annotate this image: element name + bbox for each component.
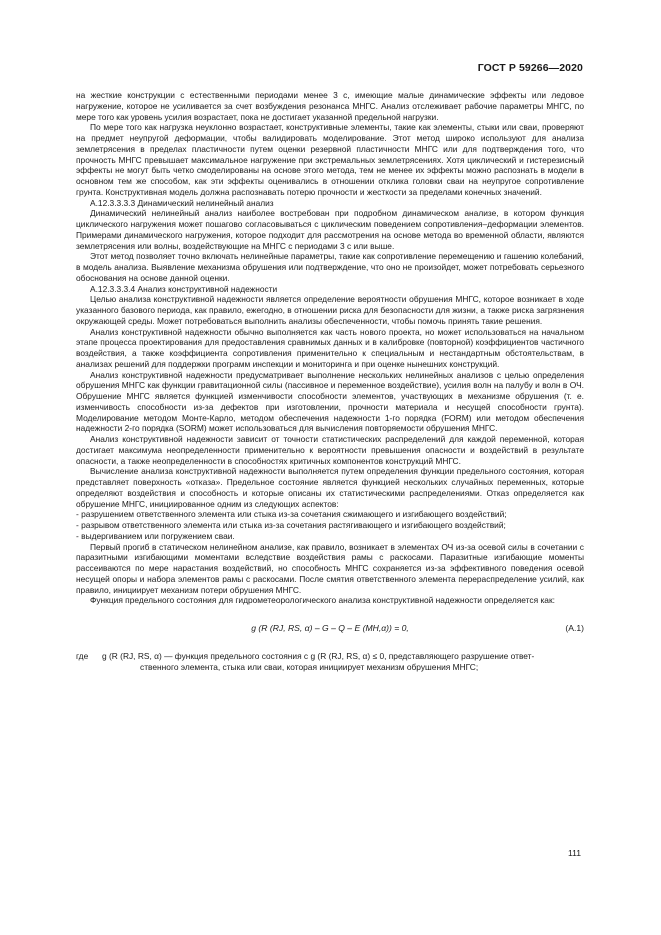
paragraph: Первый прогиб в статическом нелинейном анализе, как правило, возникает в элементах ОЧ из-за осевой силы в сочетании с паразитными изгибающими моментами вследствие воздействия рамы с раскосами. Паразитные изгибающие моменты рассеиваются по мере нарастания воздействий, но способность МНГС сохраняется из-за эффективного поведения осевой несущей опоры и набора элементов рамы с раскосами. После смятия ответственного элемента перераспределение усилий, как правило, инициирует механизм потери обрушения МНГС. xyxy=(76,541,584,595)
paragraph: - выдергиванием или погружением сваи. xyxy=(76,530,235,541)
page-number: 111 xyxy=(567,848,581,858)
paragraph: А.12.3.3.3.4 Анализ конструктивной надежности xyxy=(90,283,278,294)
paragraph: на жесткие конструкции с естественными периодами менее 3 с, имеющие малые динамические эффекты или ледовое нагружение, которое не усиливается за счет возбуждения резонанса МНГС. Анализ отслеживает рабочие параметры МНГС, по мере того как уровень усилия возрастает, пока не достигает указанной предельной нагрузки. xyxy=(76,90,584,122)
paragraphs xyxy=(76,90,584,606)
paragraph: Анализ конструктивной надежности обычно выполняется как часть нового проекта, но может использоваться на начальном этапе процесса проектирования для предоставления сравнимых данных и в калибровке (повторной) коэффициентов частичного воздействия, а также коэффициента сопротивления применительно к специальным и нестандартным обстоятельствам, в анализах решений для поддержки программ инспекции и мониторинга и при оценке нынешних конструкций. xyxy=(76,326,584,369)
formula-expression: g (R (RJ, RS, α) – G – Q – E (MH,α)) = 0, xyxy=(251,623,409,633)
formula-legend xyxy=(76,651,584,673)
paragraph: По мере того как нагрузка неуклонно возрастает, конструктивные элементы, такие как элементы, стыки или сваи, проверяют на предмет неупругой деформации, чтобы валидировать моделирование. Этот метод широко используют для анализа землетрясения в пределах пластичности путем оценки резервной пластичности МНГС или для подтверждения того, что прочность МНГС превышает максимальное нагружение при экстремальных землетрясениях. Хотя циклический и гистерезисный эффекты не могут быть четко смоделированы на основе этого метода, тем не менее их эффекты можно распознать в модели в основном тем же способом, как эти эффекты оценивались в отношении отклика головки сваи на неупругое сопротивление грунта. Конструктивная модель должна распознавать потерю прочности и жесткости за пределами конечных значений. xyxy=(76,122,584,197)
document-header: ГОСТ Р 59266—2020 xyxy=(477,62,583,74)
paragraph: А.12.3.3.3.3 Динамический нелинейный анализ xyxy=(90,197,274,208)
paragraph: Анализ конструктивной надежности зависит от точности статистических распределений для каждой переменной, которая достигает максимума неопределенности применительно к вероятности превышения опасности и воздействий в результате опасности, а также неопределенности в способностях критичных компонентов конструкций МНГС. xyxy=(76,434,584,466)
formula-number: (А.1) xyxy=(565,623,584,633)
paragraph: - разрывом ответственного элемента или стыка из-за сочетания растягивающего и изгибающего воздействий; xyxy=(76,520,506,530)
paragraph: Целью анализа конструктивной надежности является определение вероятности обрушения МНГС, которое возникает в ходе указанного базового периода, как правило, ежегодно, в отношении риска для безопасности для жизни, а также риска загрязнения окружающей среды. Может потребоваться выполнить анализы обеспеченности, чтобы помочь принять такие решения. xyxy=(76,294,584,326)
paragraph: Динамический нелинейный анализ наиболее востребован при подробном динамическом анализе, в котором функция циклического нагружения может пошагово согласовываться с циклическим поведением сопротивления–деформации элементов. Примерами динамического нагружения, которое подходит для рассмотрения на основе метода во временной области, являются землетрясения или волны, воздействующие на МНГС с периодами 3 с или выше. xyxy=(76,208,584,251)
legend-lead: где xyxy=(76,650,89,661)
paragraph: - разрушением ответственного элемента или стыка из-за сочетания сжимающего и изгибающего воздействий; xyxy=(76,509,507,520)
legend-continuation: ственного элемента, стыка или сваи, которая инициирует механизм обрушения МНГС; xyxy=(140,661,479,672)
legend-body xyxy=(102,651,584,673)
legend-text: g (R (RJ, RS, α) — функция предельного состояния с g (R (RJ, RS, α) ≤ 0, представляющего разрушение ответ- xyxy=(102,650,535,661)
paragraph: Вычисление анализа конструктивной надежности выполняется путем определения функции предельного состояния, которая представляет поверхность «отказа». Предельное состояние является функцией нескольких случайных переменных, которые определяют воздействия и способность и которые описаны их статистическими распределениями. Отказ определяется как обрушение МНГС, инициированное одним из следующих аспектов: xyxy=(76,466,584,509)
paragraph: Анализ конструктивной надежности предусматривает выполнение нескольких нелинейных анализов с целью определения обрушения МНГС как функции гравитационной силы (пассивное и переменное воздействие), усилия волн на палубу и волн в ОЧ. Обрушение МНГС является функцией изменчивости способности элементов, участвующих в механизме обрушения (т. е. изменчивость способности из-за дефектов при изготовлении, прочности материала и несущей способности грунта). Моделирование методом Монте-Карло, методом обеспечения надежности 1-го порядка (FORM) или методом обеспечения надежности 2-го порядка (SORM) может использоваться для вычисления повторяемости обрушения МНГС. xyxy=(76,369,584,434)
formula-a1 xyxy=(76,623,584,634)
paragraph: Этот метод позволяет точно включать нелинейные параметры, такие как сопротивление перемещению и гашению колебаний, в модель анализа. Выявление механизма обрушения или подтверждение, что оно не произойдет, может потребовать серьезного обоснования на основе данной оценки. xyxy=(76,251,584,283)
paragraph: Функция предельного состояния для гидрометеорологического анализа конструктивной надежности определяется как: xyxy=(90,595,555,606)
page-content xyxy=(76,90,584,672)
